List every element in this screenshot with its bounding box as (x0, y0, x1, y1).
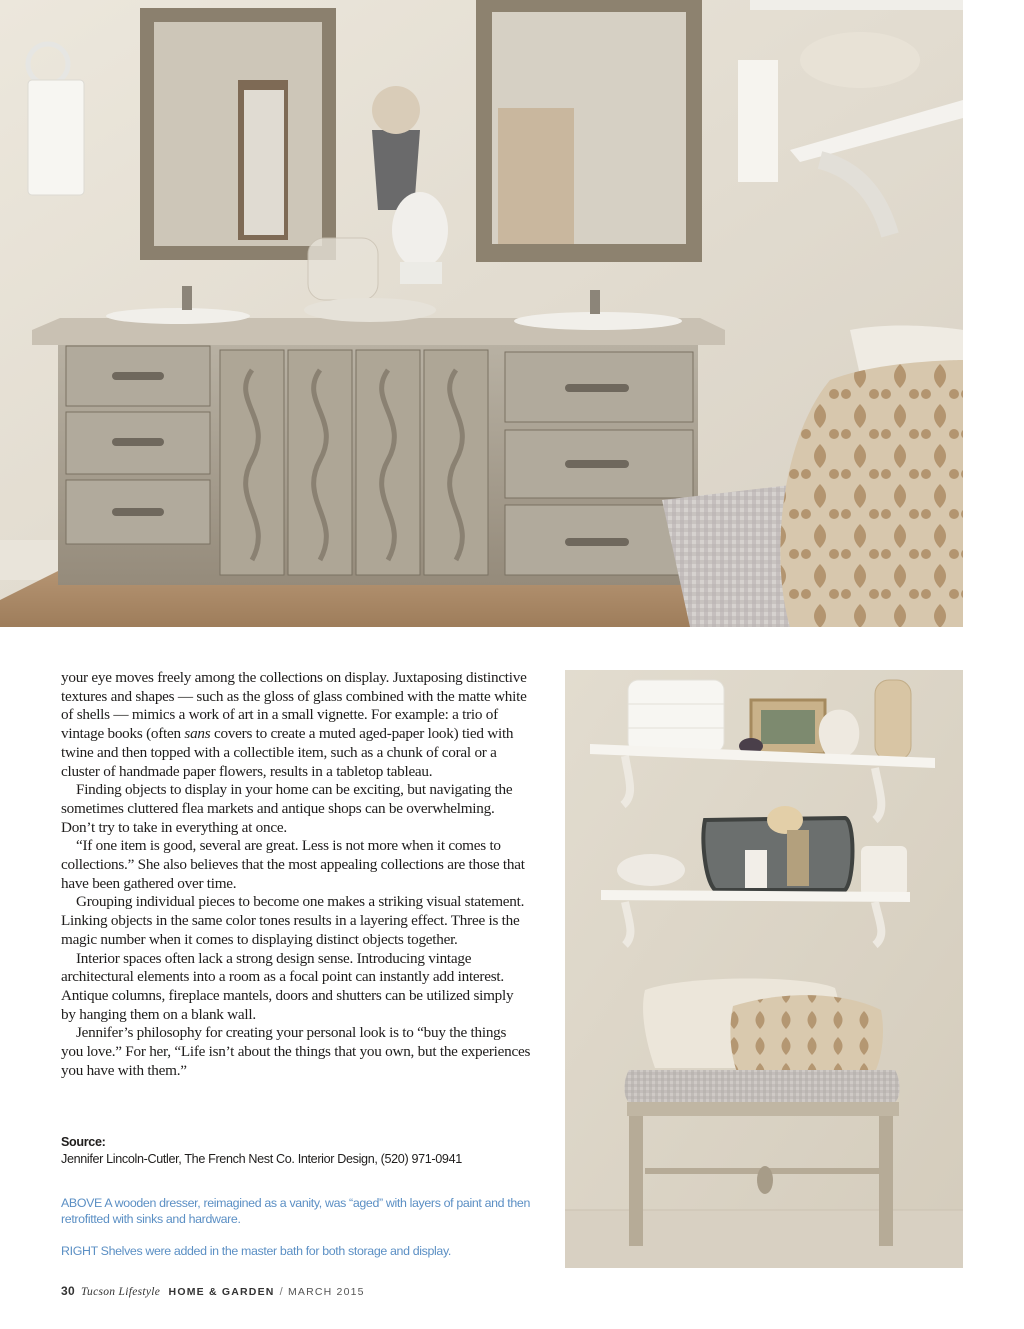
caption-right: RIGHT Shelves were added in the master bath for both storage and display. (61, 1244, 451, 1258)
footer-separator: / (279, 1286, 283, 1298)
vanity-photo (0, 0, 963, 627)
shelves-photo (565, 670, 963, 1268)
article-text: your eye moves freely among the collections on display. Juxtaposing distinctive textures and shapes — such as the gloss of glass combined with the matte white of shells — mimics a work of art in a small vignette. For example: a trio of vintage books (often (61, 669, 527, 743)
source-label: Source: (61, 1135, 106, 1149)
article-paragraph: Jennifer’s philosophy for creating your personal look is to “buy the things you love.” For her, “Life isn’t about the things that you own, but the experiences you have with them.” (61, 1024, 531, 1079)
issue-date: MARCH 2015 (287, 1286, 365, 1298)
source-credit (61, 1134, 541, 1168)
article-paragraph: Grouping individual pieces to become one makes a striking visual statement. Linking objects in the same color tones results in a layering effect. Three is the magic number when it comes to displaying distinct objects together. (61, 893, 525, 948)
article-body (61, 669, 531, 1080)
page-number: 30 (61, 1284, 75, 1298)
article-emphasis: sans (184, 725, 211, 743)
source-text: Jennifer Lincoln-Cutler, The French Nest Co. Interior Design, (520) 971-0941 (61, 1152, 462, 1166)
article-paragraph (61, 669, 531, 781)
magazine-section: HOME & GARDEN (168, 1286, 275, 1298)
article-paragraph: Interior spaces often lack a strong design sense. Introducing vintage architectural elements into a room as a focal point can instantly add interest. Antique columns, fireplace mantels, doors and shutters can be utilized simply by hanging them on a blank wall. (61, 949, 514, 1023)
page-footer (61, 1284, 365, 1298)
article-paragraph: “If one item is good, several are great. Less is not more when it comes to collections.” She also believes that the most appealing collections are those that have been gathered over time. (61, 837, 525, 892)
article-text: covers to create a muted aged-paper look) tied with twine and then topped with a collectible item, such as a chunk of coral or a cluster of handmade paper flowers, results in a tabletop tableau. (61, 725, 514, 780)
magazine-brand: Tucson Lifestyle (80, 1286, 161, 1298)
vanity-photo-illustration (0, 0, 963, 627)
article-paragraph: Finding objects to display in your home can be exciting, but navigating the sometimes cluttered flea markets and antique shops can be overwhelming. Don’t try to take in everything at once. (61, 781, 513, 836)
shelves-photo-illustration (565, 670, 963, 1268)
caption-above: ABOVE A wooden dresser, reimagined as a vanity, was “aged” with layers of paint and then retrofitted with sinks and hardware. (61, 1196, 531, 1226)
